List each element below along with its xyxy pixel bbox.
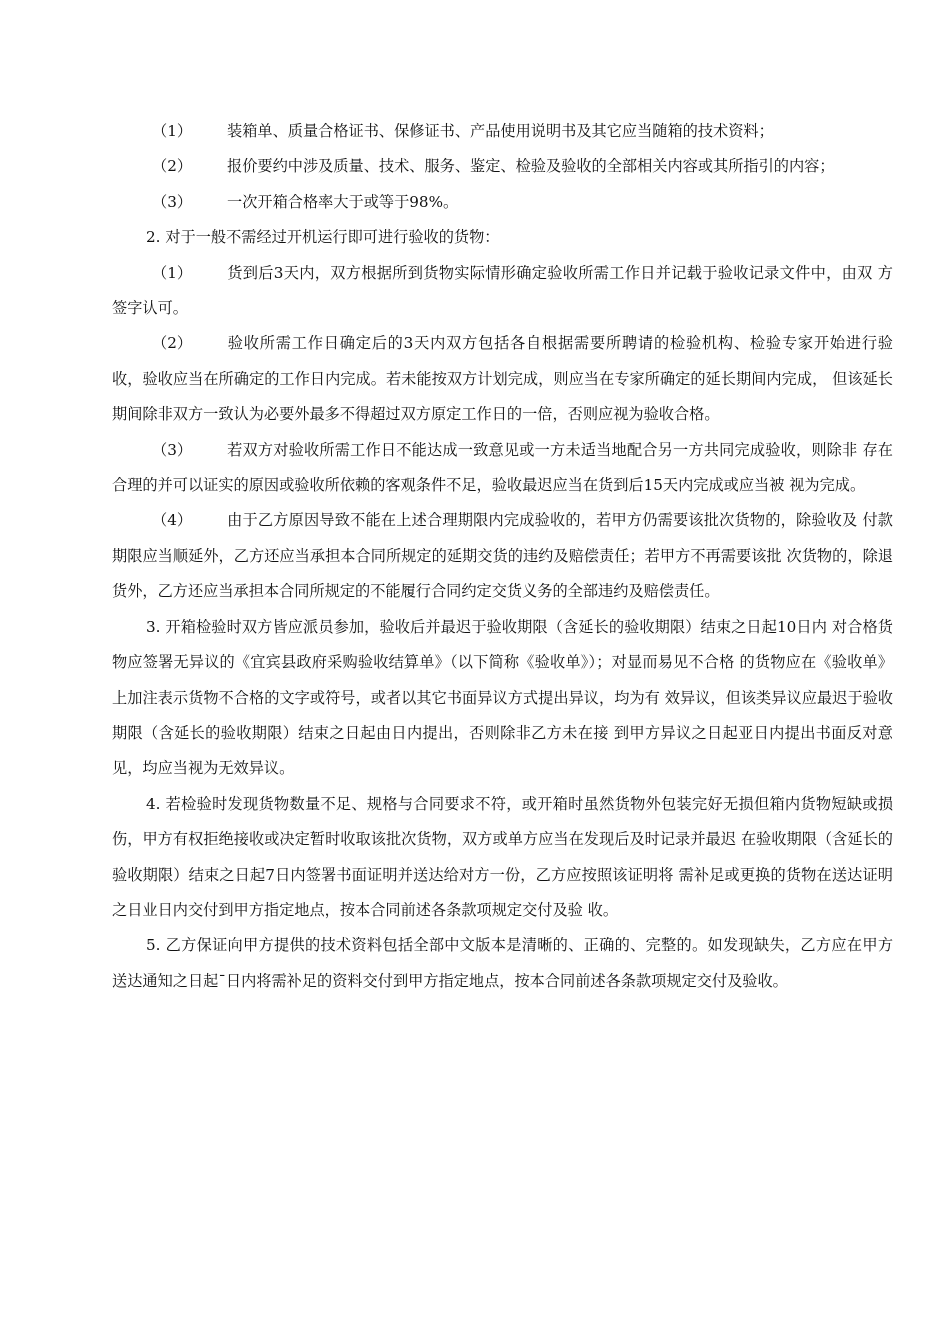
item-number: （1） [152,122,193,140]
clause-5-technical-docs [112,928,893,999]
item-supplier-delay [112,503,893,609]
item-number: （2） [152,334,193,353]
clause-text: 若检验时发现货物数量不足、规格与合同要求不符，或开箱时虽然货物外包装完好无损但箱内货物短缺或损伤，甲方有权拒绝接收或决定暂时收取该批次货物，双方或单方应当在发现后及时记录并最迟 在验收期限（含延长的验收期限）结束之日起7日内签署书面证明并送达给对方一份，乙方应按照该证明将 需补足或更换的货物在送达证明之日业日内交付到甲方指定地点，按本合同前述各条款项规定交付及验 收。 [112,794,894,919]
item-number: （4） [152,511,193,530]
item-packing-documents [112,114,893,149]
document-page [112,114,893,999]
item-workday-confirmation [112,256,893,327]
clause-number: 2. [146,228,166,247]
clause-text: 开箱检验时双方皆应派员参加，验收后并最迟于验收期限（含延长的验收期限）结束之日起10日内 对合格货物应签署无异议的《宜宾县政府采购验收结算单》（以下简称《验收单》）；对显而易见不合格 的货物应在《验收单》上加注表示货物不合格的文字或符号，或者以其它书面异议方式提出异议，均为有 效异议，但该类异议应最迟于验收期限（含延长的验收期限）结束之日起由日内提出，否则除非乙方未在接 到甲方异议之日起亚日内提出书面反对意见，均应当视为无效异议。 [112,617,893,778]
clause-number: 4. [146,794,166,813]
clause-4-shortage [112,787,893,929]
item-number: （3） [152,192,193,211]
item-disagreement [112,433,893,504]
clause-3-opening-inspection [112,610,893,787]
item-text: 报价要约中涉及质量、技术、服务、鉴定、检验及验收的全部相关内容或其所指引的内容； [227,157,835,176]
clause-number: 5. [146,936,166,955]
item-text: 若双方对验收所需工作日不能达成一致意见或一方未适当地配合另一方共同完成验收，则除非 存在合理的并可以证实的原因或验收所依赖的客观条件不足，验收最迟应当在货到后15天内完成或应当被 视为完成。 [112,440,893,495]
clause-number: 3. [146,617,166,636]
item-text: 验收所需工作日确定后的3天内双方包括各自根据需要所聘请的检验机构、检验专家开始进行验 收，验收应当在所确定的工作日内完成。若未能按双方计划完成，则应当在专家所确定的延长期间内完成， 但该延长期间除非双方一致认为必要外最多不得超过双方原定工作日的一倍，否则应视为验收合格。 [112,334,893,424]
clause-text: 对于一般不需经过开机运行即可进行验收的货物： [165,228,500,247]
item-text: 货到后3天内，双方根据所到货物实际情形确定验收所需工作日并记载于验收记录文件中，由双 方签字认可。 [112,263,893,318]
clause-2-heading [112,220,893,255]
item-text: 装箱单、质量合格证书、保修证书、产品使用说明书及其它应当随箱的技术资料； [227,122,774,140]
item-pass-rate [112,185,893,220]
item-text: 由于乙方原因导致不能在上述合理期限内完成验收的，若甲方仍需要该批次货物的，除验收及 付款期限应当顺延外，乙方还应当承担本合同所规定的延期交货的违约及赔偿责任；若甲方不再需要该批 次货物的，除退货外，乙方还应当承担本合同所规定的不能履行合同约定交货义务的全部违约及赔偿责任。 [112,511,893,601]
item-text: 一次开箱合格率大于或等于98%。 [227,192,459,211]
clause-text: 乙方保证向甲方提供的技术资料包括全部中文版本是清晰的、正确的、完整的。如发现缺失，乙方应在甲方送达通知之日起ˉ日内将需补足的资料交付到甲方指定地点，按本合同前述各条款项规定交付及验收。 [112,936,894,990]
item-number: （2） [152,157,193,176]
item-quotation-content [112,149,893,184]
item-number: （3） [152,440,193,459]
item-inspection-period [112,326,893,432]
item-number: （1） [152,263,193,282]
